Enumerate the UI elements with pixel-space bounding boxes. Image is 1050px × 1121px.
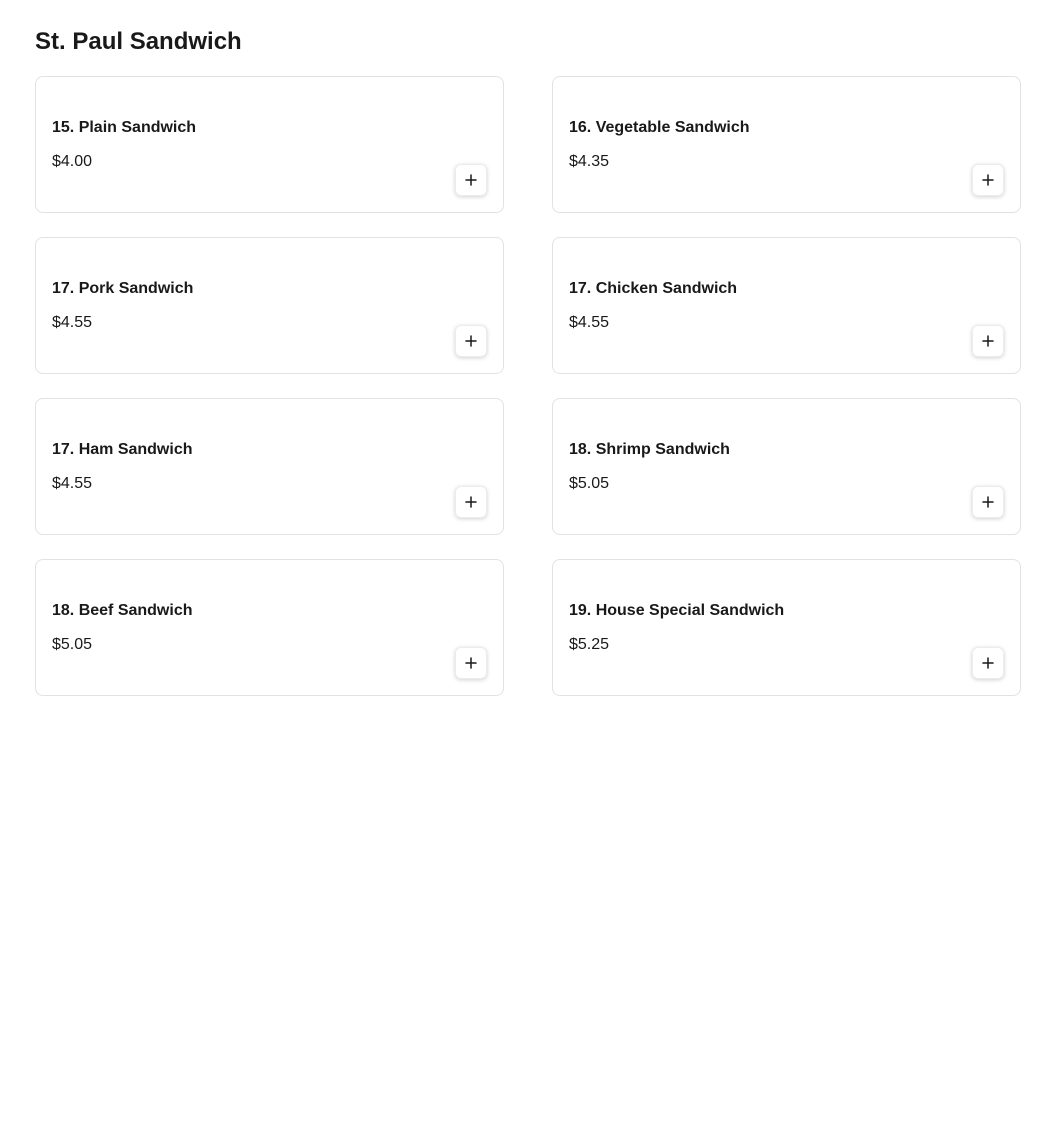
- menu-item-grid: [35, 76, 1021, 696]
- add-to-cart-button[interactable]: [972, 486, 1004, 518]
- add-to-cart-button[interactable]: [972, 647, 1004, 679]
- menu-item-name: 17. Chicken Sandwich: [569, 280, 738, 297]
- menu-item-card[interactable]: [552, 237, 1021, 374]
- plus-icon: [465, 657, 477, 669]
- menu-item-card[interactable]: [35, 76, 504, 213]
- plus-icon: [465, 174, 477, 186]
- menu-item-price: $4.55: [569, 314, 610, 331]
- add-to-cart-button[interactable]: [455, 647, 487, 679]
- menu-item-card[interactable]: [35, 559, 504, 696]
- menu-item-price: $4.00: [52, 153, 93, 170]
- section-title: St. Paul Sandwich: [35, 28, 242, 55]
- menu-item-card[interactable]: [552, 559, 1021, 696]
- add-to-cart-button[interactable]: [455, 486, 487, 518]
- plus-icon: [982, 174, 994, 186]
- add-to-cart-button[interactable]: [455, 164, 487, 196]
- menu-item-price: $5.05: [52, 636, 93, 653]
- menu-item-price: $5.25: [569, 636, 610, 653]
- menu-item-price: $4.35: [569, 153, 610, 170]
- menu-item-name: 16. Vegetable Sandwich: [569, 119, 750, 136]
- add-to-cart-button[interactable]: [455, 325, 487, 357]
- menu-item-price: $4.55: [52, 475, 93, 492]
- menu-item-card[interactable]: [35, 237, 504, 374]
- menu-item-card[interactable]: [552, 398, 1021, 535]
- plus-icon: [982, 335, 994, 347]
- menu-item-card[interactable]: [552, 76, 1021, 213]
- menu-item-price: $5.05: [569, 475, 610, 492]
- menu-item-name: 18. Beef Sandwich: [52, 602, 193, 619]
- plus-icon: [982, 496, 994, 508]
- menu-item-card[interactable]: [35, 398, 504, 535]
- menu-item-price: $4.55: [52, 314, 93, 331]
- menu-item-name: 19. House Special Sandwich: [569, 602, 785, 619]
- add-to-cart-button[interactable]: [972, 164, 1004, 196]
- plus-icon: [465, 496, 477, 508]
- menu-item-name: 15. Plain Sandwich: [52, 119, 197, 136]
- add-to-cart-button[interactable]: [972, 325, 1004, 357]
- plus-icon: [465, 335, 477, 347]
- menu-item-name: 17. Ham Sandwich: [52, 441, 193, 458]
- menu-item-name: 17. Pork Sandwich: [52, 280, 194, 297]
- plus-icon: [982, 657, 994, 669]
- menu-item-name: 18. Shrimp Sandwich: [569, 441, 730, 458]
